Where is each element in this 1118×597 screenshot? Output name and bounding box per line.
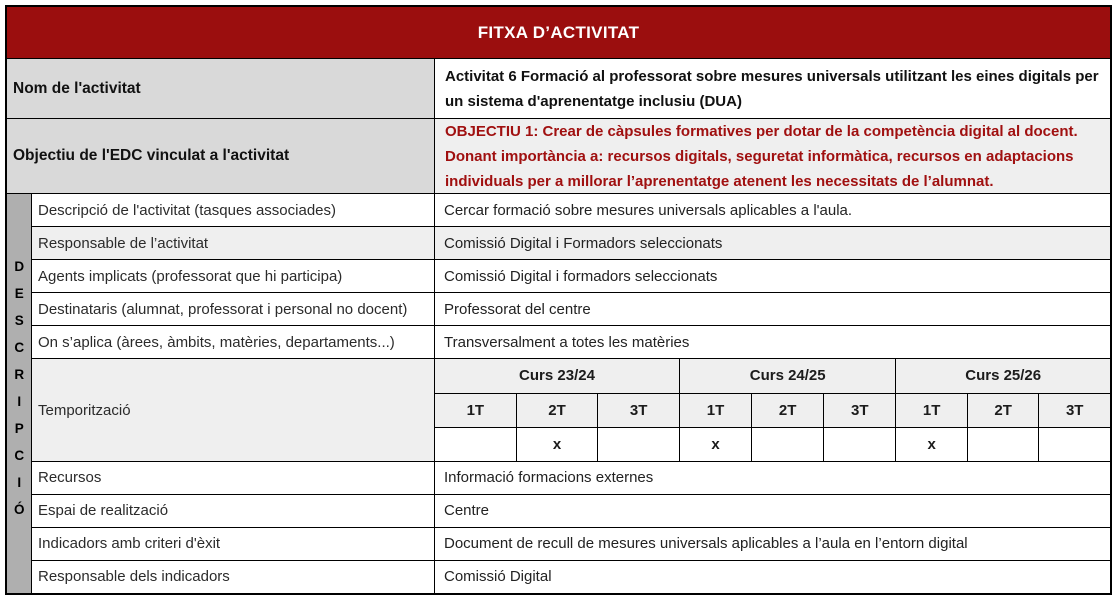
indicadors-value: Document de recull de mesures universals aplicables a l’aula en l’entorn digital: [435, 528, 1110, 560]
row-nom-activitat: [7, 58, 1110, 118]
espai-realitzacio-value: Centre: [435, 495, 1110, 527]
term-header-25-26-3t: 3T: [1039, 394, 1110, 428]
objectiu-edc-value: OBJECTIU 1: Crear de càpsules formatives per dotar de la competència digital al docent. Donant importància a: recursos digitals, seguretat informàtica, recursos en adaptacions individuals per a millorar l’aprenentatge atenent les necessitats de l’alumnat.: [435, 119, 1110, 193]
objectiu-edc-label: Objectiu de l'EDC vinculat a l'activitat: [7, 119, 435, 193]
descripcio-section: [7, 193, 1110, 593]
recursos-label: Recursos: [32, 462, 435, 494]
mark-cell-24-25-2t: [752, 428, 823, 460]
term-header-25-26-2t: 2T: [968, 394, 1039, 428]
destinataris-value: Professorat del centre: [435, 293, 1110, 325]
mark-cell-25-26-2t: [968, 428, 1039, 460]
mark-cell-25-26-1t: x: [896, 428, 967, 460]
term-header-24-25-3t: 3T: [824, 394, 895, 428]
nom-activitat-label: Nom de l'activitat: [7, 59, 435, 118]
descripcio-activitat-label: Descripció de l'activitat (tasques associades): [32, 194, 435, 226]
term-header-23-24-2t: 2T: [517, 394, 598, 428]
term-header-23-24-3t: 3T: [598, 394, 679, 428]
row-indicadors: [32, 527, 1110, 560]
agents-implicats-label: Agents implicats (professorat que hi participa): [32, 260, 435, 292]
indicadors-label: Indicadors amb criteri d'èxit: [32, 528, 435, 560]
responsable-indicadors-label: Responsable dels indicadors: [32, 561, 435, 593]
term-header-23-24-1t: 1T: [435, 394, 516, 428]
descripcio-rows: [32, 194, 1110, 593]
term-header-24-25-2t: 2T: [752, 394, 823, 428]
mark-cell-24-25-1t: x: [680, 428, 751, 460]
agents-implicats-value: Comissió Digital i formadors seleccionats: [435, 260, 1110, 292]
temporitzacio-label: Temporització: [32, 359, 435, 460]
mark-cell-25-26-3t: [1039, 428, 1110, 460]
descripcio-activitat-value: Cercar formació sobre mesures universals aplicables a l'aula.: [435, 194, 1110, 226]
curs-24-25-header: Curs 24/25: [680, 359, 895, 392]
on-saplica-label: On s’aplica (àrees, àmbits, matèries, departaments...): [32, 326, 435, 358]
row-destinataris: [32, 292, 1110, 325]
destinataris-label: Destinataris (alumnat, professorat i personal no docent): [32, 293, 435, 325]
mark-cell-23-24-2t: x: [517, 428, 598, 460]
term-header-24-25-1t: 1T: [680, 394, 751, 428]
sheet-title: FITXA D’ACTIVITAT: [7, 7, 1110, 58]
descripcio-vertical-label: DESCRIPCIÓ: [11, 258, 27, 529]
temporitzacio-grid: [435, 359, 1110, 460]
mark-cell-23-24-3t: [598, 428, 679, 460]
on-saplica-value: Transversalment a totes les matèries: [435, 326, 1110, 358]
row-descripcio-activitat: [32, 194, 1110, 226]
term-header-25-26-1t: 1T: [896, 394, 967, 428]
fitxa-activitat-table: [5, 5, 1112, 595]
row-on-saplica: [32, 325, 1110, 358]
row-espai-realitzacio: [32, 494, 1110, 527]
row-responsable-indicadors: [32, 560, 1110, 593]
mark-cell-24-25-3t: [824, 428, 895, 460]
responsable-activitat-value: Comissió Digital i Formadors seleccionats: [435, 227, 1110, 259]
mark-cell-23-24-1t: [435, 428, 516, 460]
responsable-indicadors-value: Comissió Digital: [435, 561, 1110, 593]
responsable-activitat-label: Responsable de l’activitat: [32, 227, 435, 259]
descripcio-sidebar: [7, 194, 32, 593]
row-temporitzacio: [32, 358, 1110, 460]
espai-realitzacio-label: Espai de realització: [32, 495, 435, 527]
recursos-value: Informació formacions externes: [435, 462, 1110, 494]
row-responsable-activitat: [32, 226, 1110, 259]
row-objectiu-edc: [7, 118, 1110, 193]
curs-23-24-header: Curs 23/24: [435, 359, 679, 392]
curs-25-26-header: Curs 25/26: [896, 359, 1110, 392]
nom-activitat-value: Activitat 6 Formació al professorat sobre mesures universals utilitzant les eines digitals per un sistema d'aprenentatge inclusiu (DUA): [435, 59, 1110, 118]
row-agents-implicats: [32, 259, 1110, 292]
row-recursos: [32, 461, 1110, 494]
